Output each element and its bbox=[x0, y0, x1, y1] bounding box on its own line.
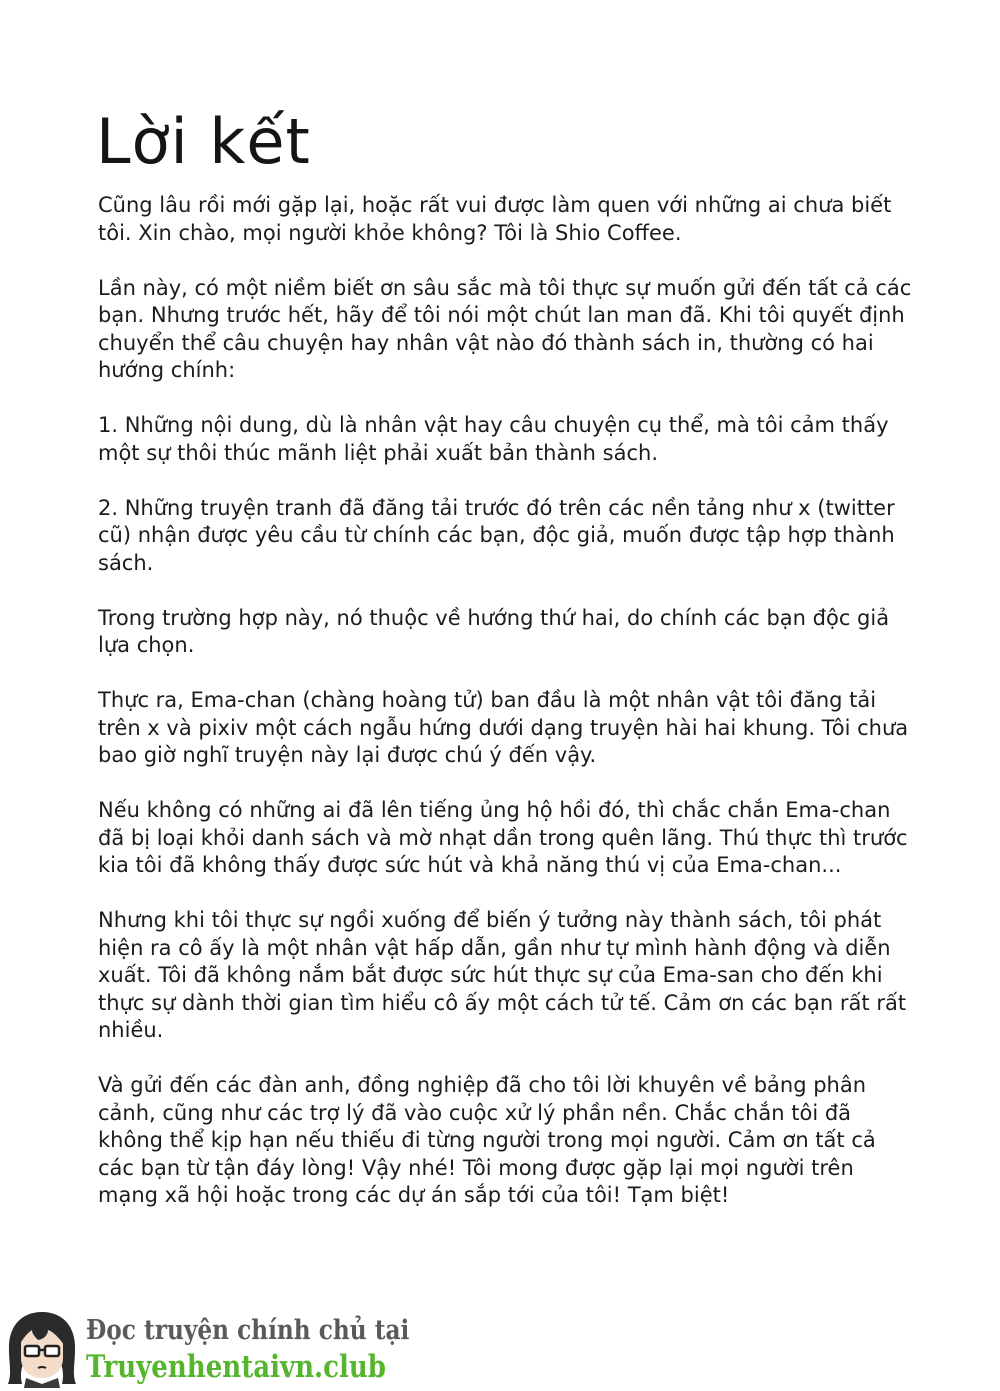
paragraph-direction-two: 2. Những truyện tranh đã đăng tải trước đó trên các nền tảng như x (twitter cũ) nhận được yêu cầu từ chính các bạn, độc giả, muốn được tập hợp thành sách. bbox=[98, 495, 895, 575]
paragraph-gratitude-intro: Lần này, có một niềm biết ơn sâu sắc mà tôi thực sự muốn gửi đến tất cả các bạn. Nhưng trước hết, hãy để tôi nói một chút lan man đã. Khi tôi quyết định chuyển thể câu chuyện hay nhân vật nào đó thành sách in, thường có hai hướng chính: bbox=[98, 275, 912, 382]
watermark-site-link[interactable]: Truyenhentaivn.club bbox=[86, 1349, 387, 1385]
afterword-body bbox=[98, 192, 918, 1237]
site-watermark bbox=[0, 1300, 410, 1391]
mascot-girl-glasses-icon bbox=[4, 1308, 80, 1388]
paragraph-origin: Thực ra, Ema-chan (chàng hoàng tử) ban đầu là một nhân vật tôi đăng tải trên x và pixiv một cách ngẫu hứng dưới dạng truyện hài hai khung. Tôi chưa bao giờ nghĩ truyện này lại được chú ý đến vậy. bbox=[98, 688, 909, 767]
paragraph-this-case: Trong trường hợp này, nó thuộc về hướng thứ hai, do chính các bạn độc giả lựa chọn. bbox=[98, 605, 890, 657]
watermark-tagline: Đọc truyện chính chủ tại bbox=[86, 1315, 410, 1346]
paragraph-greeting: Cũng lâu rồi mới gặp lại, hoặc rất vui được làm quen với những ai chưa biết tôi. Xin chào, mọi người khỏe không? Tôi là Shio Coffee. bbox=[98, 193, 892, 245]
paragraph-support: Nếu không có những ai đã lên tiếng ủng hộ hồi đó, thì chắc chắn Ema-chan đã bị loại khỏi danh sách và mờ nhạt dần trong quên lãng. Thú thực thì trước kia tôi đã không thấy được sức hút và khả năng thú vị của Ema-chan... bbox=[98, 798, 908, 877]
paragraph-discovery: Nhưng khi tôi thực sự ngồi xuống để biến ý tưởng này thành sách, tôi phát hiện ra cô ấy là một nhân vật hấp dẫn, gần như tự mình hành động và diễn xuất. Tôi đã không nắm bắt được sức hút thực sự của Ema-san cho đến khi thực sự dành thời gian tìm hiểu cô ấy một cách tử tế. Cảm ơn các bạn rất rất nhiều. bbox=[98, 908, 907, 1042]
paragraph-direction-one: 1. Những nội dung, dù là nhân vật hay câu chuyện cụ thể, mà tôi cảm thấy một sự thôi thúc mãnh liệt phải xuất bản thành sách. bbox=[98, 413, 889, 465]
page-title: Lời kết bbox=[96, 105, 311, 178]
paragraph-thanks: Và gửi đến các đàn anh, đồng nghiệp đã cho tôi lời khuyên về bảng phân cảnh, cũng như các trợ lý đã vào cuộc xử lý phần nền. Chắc chắn tôi đã không thể kịp hạn nếu thiếu đi từng người trong mọi người. Cảm ơn tất cả các bạn từ tận đáy lòng! Vậy nhé! Tôi mong được gặp lại mọi người trên mạng xã hội hoặc trong các dự án sắp tới của tôi! Tạm biệt! bbox=[98, 1073, 876, 1207]
